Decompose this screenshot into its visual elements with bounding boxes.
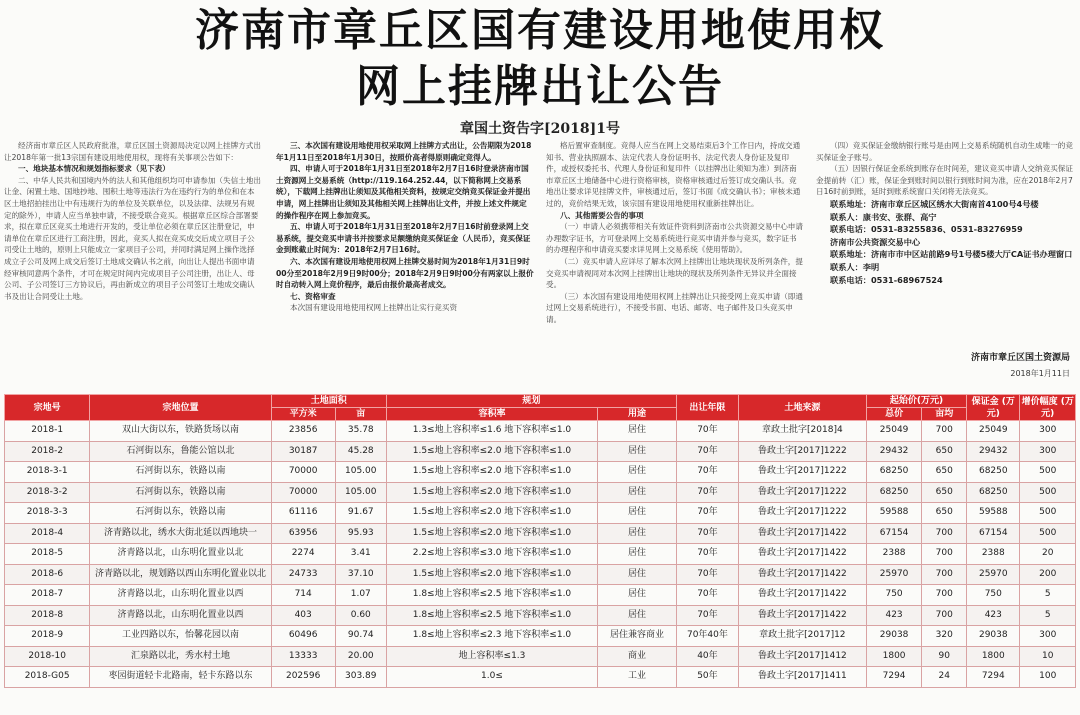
paragraph: 七、资格审查	[290, 291, 336, 301]
header-sqm: 平方米	[271, 408, 335, 421]
cell-term: 40年	[677, 646, 739, 667]
cell-parcel-id: 2018-1	[5, 421, 90, 442]
table-row	[5, 646, 1076, 667]
header-price-per-mu: 亩均	[922, 408, 967, 421]
header-planning: 规划	[386, 395, 676, 408]
cell-total-price: 7294	[866, 667, 921, 688]
cell-parcel-id: 2018-6	[5, 564, 90, 585]
cell-land-source: 鲁政土字[2017]1222	[738, 462, 866, 483]
cell-parcel-id: 2018-3-3	[5, 503, 90, 524]
cell-total-price: 423	[866, 605, 921, 626]
cell-total-price: 1800	[866, 646, 921, 667]
cell-area-mu: 90.74	[335, 626, 386, 647]
cell-term: 70年	[677, 462, 739, 483]
cell-price-per-mu: 700	[922, 421, 967, 442]
cell-land-use: 居住	[598, 523, 677, 544]
cell-term: 70年	[677, 482, 739, 503]
paragraph: 四、申请人可于2018年1月31日至2018年2月7日16时登录济南市国土资源网上交易系统（http://119.164.252.44，以下简称网上交易系统），下载网上挂牌出让须知及其他相关资料，按规定交纳竞买保证金并提出申请，网上挂牌出让须知及其他相关网上挂牌出让文件，并按上述文件规定的操作程序在网上参加竞买。	[276, 164, 531, 220]
table-row	[5, 564, 1076, 585]
contact-info	[816, 198, 1074, 286]
cell-parcel-id: 2018-G05	[5, 667, 90, 688]
header-location: 宗地位置	[90, 395, 271, 421]
cell-increment: 100	[1020, 667, 1076, 688]
cell-area-sqm: 63956	[271, 523, 335, 544]
cell-increment: 500	[1020, 462, 1076, 483]
cell-land-source: 鲁政土字[2017]1422	[738, 605, 866, 626]
header-total-price: 总价	[866, 408, 921, 421]
cell-parcel-id: 2018-5	[5, 544, 90, 565]
cell-total-price: 29038	[866, 626, 921, 647]
cell-term: 70年	[677, 585, 739, 606]
table-row	[5, 667, 1076, 688]
announcement-body	[4, 140, 1076, 380]
cell-area-mu: 20.00	[335, 646, 386, 667]
cell-deposit: 68250	[967, 482, 1020, 503]
cell-price-per-mu: 650	[922, 462, 967, 483]
cell-location: 双山大街以东，铁路货场以南	[90, 421, 271, 442]
paragraph: 格后置审查制度。竞得人应当在网上交易结束后3个工作日内，持成交通知书、营业执照副本、法定代表人身份证明书、法定代表人身份证及复印件，或授权委托书、代理人身份证和复印件（以挂牌出让须知为准）到济南市章丘区土地储备中心进行资格审核，资格审核通过后签订成交确认书。竞地出让要求详见挂牌文件，审核通过后，签订书面《成交确认书》；审核未通过的，竞价结果无效，该宗国有建设用地使用权重新挂牌出让。	[546, 141, 801, 208]
cell-increment: 300	[1020, 441, 1076, 462]
paragraph: （三）本次国有建设用地使用权网上挂牌出让只接受网上竞买申请（即通过网上交易系统进行），不接受书面、电话、邮寄、电子邮件及口头竞买申请。	[546, 291, 803, 324]
cell-price-per-mu: 700	[922, 564, 967, 585]
cell-total-price: 25970	[866, 564, 921, 585]
cell-parcel-id: 2018-2	[5, 441, 90, 462]
table-row	[5, 544, 1076, 565]
cell-land-use: 居住	[598, 605, 677, 626]
cell-deposit: 68250	[967, 462, 1020, 483]
cell-term: 50年	[677, 667, 739, 688]
cell-total-price: 2388	[866, 544, 921, 565]
cell-location: 石河街以东，鲁能公馆以北	[90, 441, 271, 462]
cell-location: 石河街以东，铁路以南	[90, 462, 271, 483]
cell-increment: 500	[1020, 482, 1076, 503]
cell-term: 70年	[677, 441, 739, 462]
cell-location: 石河街以东，铁路以南	[90, 503, 271, 524]
cell-land-use: 居住	[598, 503, 677, 524]
cell-floor-area-ratio: 1.0≤	[386, 667, 597, 688]
cell-area-mu: 35.78	[335, 421, 386, 442]
paragraph: 联系人：李明	[830, 261, 880, 272]
cell-term: 70年	[677, 523, 739, 544]
paragraph: 本次国有建设用地使用权网上挂牌出让实行竞买资	[290, 303, 458, 313]
cell-area-mu: 45.28	[335, 441, 386, 462]
cell-land-source: 鲁政土字[2017]1422	[738, 544, 866, 565]
cell-deposit: 7294	[967, 667, 1020, 688]
cell-area-sqm: 61116	[271, 503, 335, 524]
cell-location: 汇泉路以北，秀水村土地	[90, 646, 271, 667]
cell-area-sqm: 60496	[271, 626, 335, 647]
paragraph: 联系电话：0531-68967524	[830, 274, 943, 285]
cell-parcel-id: 2018-10	[5, 646, 90, 667]
cell-location: 枣园街道轻卡北路南，轻卡东路以东	[90, 667, 271, 688]
cell-area-mu: 105.00	[335, 462, 386, 483]
cell-land-use: 工业	[598, 667, 677, 688]
cell-area-mu: 3.41	[335, 544, 386, 565]
cell-term: 70年	[677, 605, 739, 626]
cell-parcel-id: 2018-9	[5, 626, 90, 647]
header-increment: 增价幅度 (万元)	[1021, 396, 1074, 419]
cell-price-per-mu: 650	[922, 441, 967, 462]
cell-land-source: 章政土批字[2018]4	[738, 421, 866, 442]
cell-land-use: 商业	[598, 646, 677, 667]
cell-increment: 300	[1020, 626, 1076, 647]
cell-land-use: 居住	[598, 544, 677, 565]
text-column-2	[276, 140, 534, 380]
cell-parcel-id: 2018-3-2	[5, 482, 90, 503]
paragraph: 六、本次国有建设用地使用权网上挂牌交易时间为2018年1月31日9时00分至2018年2月9日9时00分；2018年2月9日9时00分有两家以上报价时自动转入网上竞价程序，最后由报价最高者成交。	[276, 256, 534, 290]
cell-term: 70年	[677, 421, 739, 442]
cell-floor-area-ratio: 1.5≤地上容积率≤2.0 地下容积率≤1.0	[386, 503, 597, 524]
cell-area-sqm: 2274	[271, 544, 335, 565]
paragraph: 八、其他需要公告的事项	[560, 210, 644, 220]
cell-parcel-id: 2018-3-1	[5, 462, 90, 483]
cell-land-source: 鲁政土字[2017]1422	[738, 523, 866, 544]
header-land-area: 土地面积	[271, 395, 386, 408]
paragraph: 联系地址：济南市章丘区城区绣水大街南首4100号4号楼	[830, 198, 1039, 209]
cell-location: 工业四路以东，怡馨花园以南	[90, 626, 271, 647]
text-column-4	[816, 140, 1074, 380]
cell-land-use: 居住	[598, 482, 677, 503]
cell-deposit: 2388	[967, 544, 1020, 565]
cell-floor-area-ratio: 2.2≤地上容积率≤3.0 地下容积率≤1.0	[386, 544, 597, 565]
cell-floor-area-ratio: 1.5≤地上容积率≤2.0 地下容积率≤1.0	[386, 482, 597, 503]
cell-deposit: 1800	[967, 646, 1020, 667]
cell-area-mu: 105.00	[335, 482, 386, 503]
cell-area-sqm: 714	[271, 585, 335, 606]
cell-total-price: 68250	[866, 462, 921, 483]
cell-deposit: 59588	[967, 503, 1020, 524]
header-deposit: 保证金 (万元)	[967, 395, 1020, 421]
cell-price-per-mu: 320	[922, 626, 967, 647]
cell-increment: 300	[1020, 421, 1076, 442]
paragraph: 联系电话：0531-83255836、0531-83276959	[830, 224, 1023, 235]
cell-land-use: 居住	[598, 564, 677, 585]
cell-deposit: 423	[967, 605, 1020, 626]
cell-floor-area-ratio: 1.5≤地上容积率≤2.0 地下容积率≤1.0	[386, 564, 597, 585]
cell-price-per-mu: 700	[922, 544, 967, 565]
paragraph: （四）竞买保证金缴纳银行账号是由网上交易系统随机自动生成唯一的竞买保证金子账号。	[816, 141, 1073, 162]
cell-floor-area-ratio: 1.8≤地上容积率≤2.5 地下容积率≤1.0	[386, 605, 597, 626]
cell-deposit: 29038	[967, 626, 1020, 647]
cell-land-source: 鲁政土字[2017]1222	[738, 441, 866, 462]
cell-deposit: 67154	[967, 523, 1020, 544]
cell-floor-area-ratio: 1.8≤地上容积率≤2.3 地下容积率≤1.0	[386, 626, 597, 647]
cell-area-mu: 0.60	[335, 605, 386, 626]
cell-term: 70年	[677, 564, 739, 585]
cell-land-use: 居住	[598, 421, 677, 442]
cell-increment: 200	[1020, 564, 1076, 585]
document-number: 章国土资告字[2018]1号	[460, 121, 620, 137]
cell-deposit: 25970	[967, 564, 1020, 585]
table-row	[5, 503, 1076, 524]
cell-land-source: 鲁政土字[2017]1222	[738, 482, 866, 503]
cell-location: 石河街以东，铁路以南	[90, 482, 271, 503]
table-row	[5, 605, 1076, 626]
land-parcel-table	[4, 394, 1076, 688]
cell-parcel-id: 2018-4	[5, 523, 90, 544]
cell-price-per-mu: 700	[922, 585, 967, 606]
cell-deposit: 29432	[967, 441, 1020, 462]
paragraph: 三、本次国有建设用地使用权采取网上挂牌方式出让，公告期限为2018年1月11日至2018年1月30日，按照价高者得原则确定竞得人。	[276, 141, 532, 162]
cell-increment: 500	[1020, 523, 1076, 544]
cell-parcel-id: 2018-7	[5, 585, 90, 606]
header-land-source: 土地来源	[738, 395, 866, 421]
cell-area-sqm: 70000	[271, 482, 335, 503]
cell-location: 济青路以北，山东明化置业以北	[90, 544, 271, 565]
table-row	[5, 441, 1076, 462]
cell-parcel-id: 2018-8	[5, 605, 90, 626]
cell-land-source: 鲁政土字[2017]1411	[738, 667, 866, 688]
paragraph: 五、申请人可于2018年1月31日至2018年2月7日16时前登录网上交易系统，提交竞买申请书并按要求足额缴纳竞买保证金（人民币），竞买保证金到账截止时间为：2018年2月7日16时。	[276, 222, 531, 255]
cell-total-price: 68250	[866, 482, 921, 503]
cell-total-price: 59588	[866, 503, 921, 524]
header-mu: 亩	[335, 408, 386, 421]
cell-area-mu: 303.89	[335, 667, 386, 688]
cell-area-mu: 1.07	[335, 585, 386, 606]
cell-area-sqm: 24733	[271, 564, 335, 585]
cell-area-mu: 91.67	[335, 503, 386, 524]
cell-term: 70年	[677, 544, 739, 565]
cell-price-per-mu: 700	[922, 523, 967, 544]
announcement-title-line2: 网上挂牌出让公告	[356, 61, 724, 112]
cell-land-use: 居住兼容商业	[598, 626, 677, 647]
table-row	[5, 421, 1076, 442]
text-column-3	[546, 140, 804, 380]
cell-price-per-mu: 700	[922, 605, 967, 626]
text-column-1	[4, 140, 262, 380]
table-row	[5, 482, 1076, 503]
header-term: 出让年限	[677, 395, 739, 421]
header-starting-price: 起始价(万元)	[866, 395, 966, 408]
cell-area-sqm: 30187	[271, 441, 335, 462]
paragraph: 济南市公共资源交易中心	[830, 236, 921, 247]
cell-total-price: 29432	[866, 441, 921, 462]
header-far: 容积率	[386, 408, 597, 421]
cell-price-per-mu: 650	[922, 503, 967, 524]
header-use: 用途	[598, 408, 677, 421]
cell-land-source: 鲁政土字[2017]1412	[738, 646, 866, 667]
cell-increment: 20	[1020, 544, 1076, 565]
cell-area-mu: 37.10	[335, 564, 386, 585]
cell-land-source: 鲁政土字[2017]1222	[738, 503, 866, 524]
cell-floor-area-ratio: 1.3≤地上容积率≤1.6 地下容积率≤1.0	[386, 421, 597, 442]
cell-term: 70年40年	[677, 626, 739, 647]
cell-increment: 5	[1020, 585, 1076, 606]
cell-term: 70年	[677, 503, 739, 524]
cell-floor-area-ratio: 1.8≤地上容积率≤2.5 地下容积率≤1.0	[386, 585, 597, 606]
paragraph: 联系地址：济南市市中区站前路9号1号楼5楼大厅CA证书办理窗口	[830, 249, 1073, 260]
table-row	[5, 462, 1076, 483]
cell-location: 济青路以北，规划路以西山东明化置业以北	[90, 564, 271, 585]
issuer-signature: 济南市章丘区国土资源局	[970, 353, 1070, 363]
paragraph: 经济南市章丘区人民政府批准，章丘区国土资源局决定以网上挂牌方式出让2018年第一批13宗国有建设用地使用权，现将有关事项公告如下：	[4, 141, 261, 162]
cell-floor-area-ratio: 1.5≤地上容积率≤2.0 地下容积率≤1.0	[386, 441, 597, 462]
cell-deposit: 750	[967, 585, 1020, 606]
cell-price-per-mu: 90	[922, 646, 967, 667]
paragraph: （一）申请人必须携带相关有效证件资料到济南市公共资源交易中心申请办理数字证书，方可登录网上交易系统进行竞买申请并参与竞买，数字证书的办理程序和申请竞买要求详见网上交易系统《使用帮助》。	[546, 222, 803, 255]
cell-land-source: 章政土批字[2017]12	[738, 626, 866, 647]
cell-floor-area-ratio: 1.5≤地上容积率≤2.0 地下容积率≤1.0	[386, 523, 597, 544]
table-row	[5, 585, 1076, 606]
header-parcel-id: 宗地号	[5, 395, 90, 421]
cell-area-mu: 95.93	[335, 523, 386, 544]
cell-area-sqm: 202596	[271, 667, 335, 688]
paragraph: 一、地块基本情况和规划指标要求（见下表）	[18, 164, 170, 174]
cell-floor-area-ratio: 地上容积率≤1.3	[386, 646, 597, 667]
table-row	[5, 523, 1076, 544]
cell-area-sqm: 403	[271, 605, 335, 626]
cell-land-use: 居住	[598, 585, 677, 606]
cell-deposit: 25049	[967, 421, 1020, 442]
paragraph: （二）竞买申请人应详尽了解本次网上挂牌出让地块现状及所列条件，提交竞买申请视同对本次网上挂牌出让地块的现状及所列条件无异议并全面接受。	[546, 256, 803, 290]
table-row	[5, 626, 1076, 647]
cell-area-sqm: 13333	[271, 646, 335, 667]
cell-total-price: 67154	[866, 523, 921, 544]
cell-increment: 5	[1020, 605, 1076, 626]
cell-location: 济青路以北，绣水大街北延以西地块一	[90, 523, 271, 544]
cell-increment: 10	[1020, 646, 1076, 667]
issue-date: 2018年1月11日	[1010, 369, 1070, 378]
cell-land-use: 居住	[598, 462, 677, 483]
cell-land-source: 鲁政土字[2017]1422	[738, 564, 866, 585]
paragraph: 二、中华人民共和国境内外的法人和其他组织均可申请参加（失信土地出让金、闲置土地、国地抄地、囤积土地等违法行为在违约行为的单位和在本区土地招拍挂出让中有违规行为的单位及关联单位，以及法律、法规另有规定的除外），申请人应当单独申请，不接受联合竞买。根据章丘区综合部署要求，拟在章丘区竞买土地进行开发的，受让单位必须在章丘区注册登记，申请单位在章丘区进行工商注册，因此，竞买人拟在竞买成交后成立项目子公司受让土地的，原则上只能成立一家项目子公司，并同时满足网上操作选择成立子公司及网上成交后签订土地成交确认书之前，向出让人提出书面申请经审核同意两个条件，才可在规定时间内完成项目子公司注册，出让人、母公司、子公司签订三方协议后，再由新成立的项目子公司签订土地成交确认书及出让合同受让土地。	[4, 175, 261, 301]
cell-price-per-mu: 650	[922, 482, 967, 503]
cell-increment: 500	[1020, 503, 1076, 524]
cell-price-per-mu: 24	[922, 667, 967, 688]
cell-land-use: 居住	[598, 441, 677, 462]
paragraph: （五）因银行保证金系统到账存在时间差，建议竞买申请人交纳竞买保证金提前转（汇）账，保证金到账时间以银行到账时间为准，应在2018年2月7日16时前到账，延时到账系统窗口关闭将无法竞买。	[816, 164, 1073, 197]
announcement-title-line1: 济南市章丘区国有建设用地使用权	[195, 5, 885, 56]
cell-total-price: 750	[866, 585, 921, 606]
cell-area-sqm: 70000	[271, 462, 335, 483]
cell-land-source: 鲁政土字[2017]1422	[738, 585, 866, 606]
paragraph: 联系人：康书安、张群、高宁	[830, 211, 937, 222]
cell-location: 济青路以北，山东明化置业以西	[90, 605, 271, 626]
cell-total-price: 25049	[866, 421, 921, 442]
cell-floor-area-ratio: 1.5≤地上容积率≤2.0 地下容积率≤1.0	[386, 462, 597, 483]
cell-area-sqm: 23856	[271, 421, 335, 442]
cell-location: 济青路以北，山东明化置业以西	[90, 585, 271, 606]
